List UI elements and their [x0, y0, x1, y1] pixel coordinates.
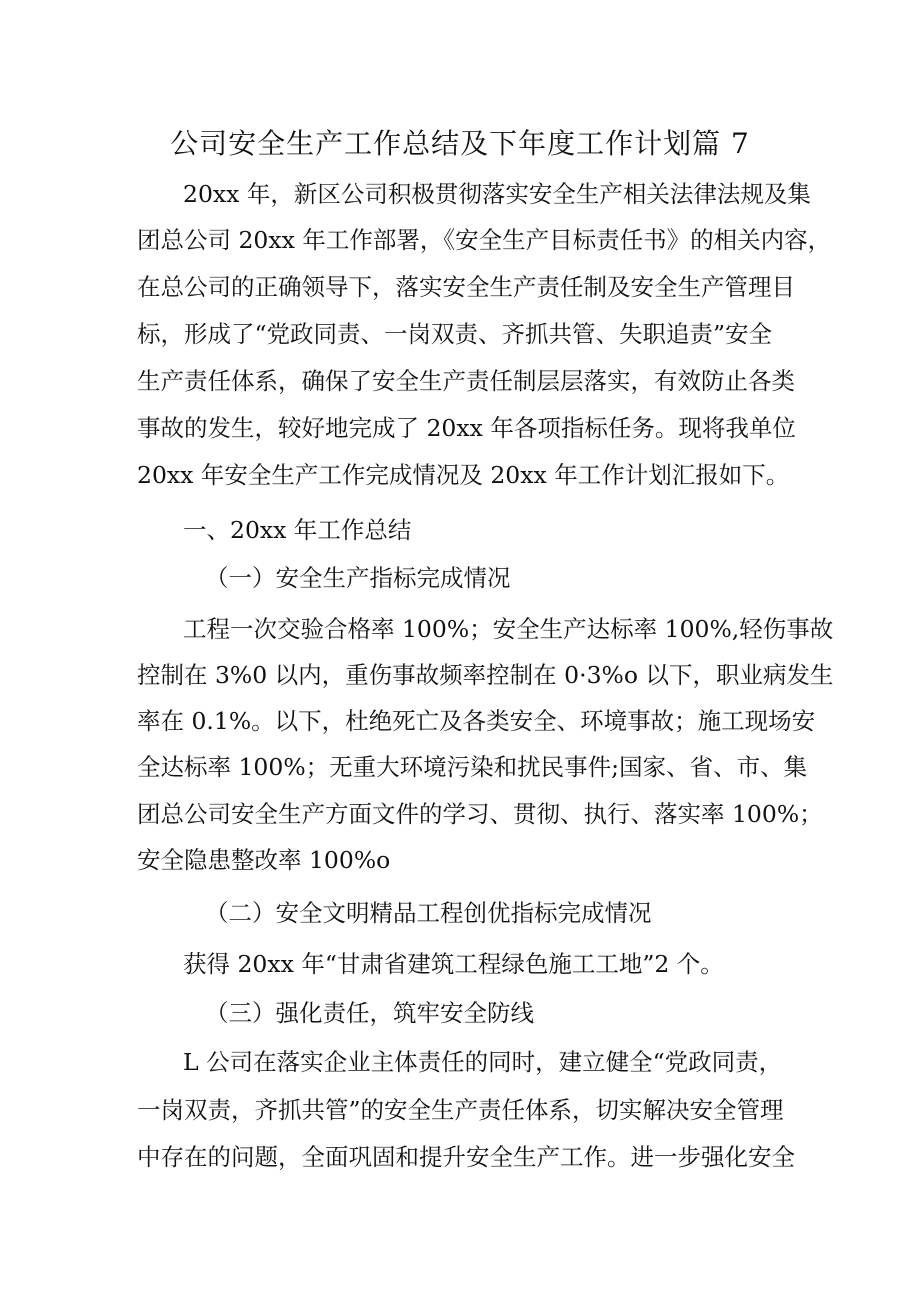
intro-line-6: 事故的发生，较好地完成了 20xx 年各项指标任务。现将我单位 — [137, 414, 796, 442]
intro-line-4: 标，形成了“党政同责、一岗双责、齐抓共管、失职追责”安全 — [137, 320, 773, 348]
intro-line-1: 20xx 年，新区公司积极贯彻落实安全生产相关法律法规及集 — [183, 180, 811, 208]
document-title: 公司安全生产工作总结及下年度工作计划篇 7 — [170, 127, 750, 160]
sub1-line-5: 团总公司安全生产方面文件的学习、贯彻、执行、落实率 100%； — [137, 800, 823, 828]
sub1-line-6: 安全隐患整改率 100%o — [137, 846, 391, 874]
sub1-line-4: 全达标率 100%；无重大环境污染和扰民事件;国家、省、市、集 — [137, 753, 808, 781]
subsection-heading-3: （三）强化责任，筑牢安全防线 — [205, 999, 534, 1027]
sub1-line-2: 控制在 3%0 以内，重伤事故频率控制在 0·3%o 以下，职业病发生 — [137, 661, 834, 689]
intro-line-7: 20xx 年安全生产工作完成情况及 20xx 年工作计划汇报如下。 — [137, 461, 790, 489]
subsection-heading-1: （一）安全生产指标完成情况 — [205, 564, 511, 592]
subsection-heading-2: （二）安全文明精品工程创优指标完成情况 — [205, 899, 652, 927]
intro-line-2: 团总公司 20xx 年工作部署，《安全生产目标责任书》的相关内容， — [137, 226, 832, 254]
intro-line-5: 生产责任体系，确保了安全生产责任制层层落实，有效防止各类 — [137, 367, 795, 395]
sub1-line-3: 率在 0.1%。以下，杜绝死亡及各类安全、环境事故；施工现场安 — [137, 707, 816, 735]
sub1-line-1: 工程一次交验合格率 100%；安全生产达标率 100%,轻伤事故 — [183, 615, 834, 643]
sub3-line-3: 中存在的问题，全面巩固和提升安全生产工作。进一步强化安全 — [137, 1143, 795, 1171]
section-heading-1: 一、20xx 年工作总结 — [183, 516, 412, 544]
sub2-line-1: 获得 20xx 年“甘肃省建筑工程绿色施工工地”2 个。 — [183, 950, 724, 978]
sub3-line-1: L 公司在落实企业主体责任的同时，建立健全“党政同责， — [183, 1048, 783, 1076]
intro-line-3: 在总公司的正确领导下，落实安全生产责任制及安全生产管理目 — [137, 273, 795, 301]
sub3-line-2: 一岗双责，齐抓共管”的安全生产责任体系，切实解决安全管理 — [137, 1096, 784, 1124]
